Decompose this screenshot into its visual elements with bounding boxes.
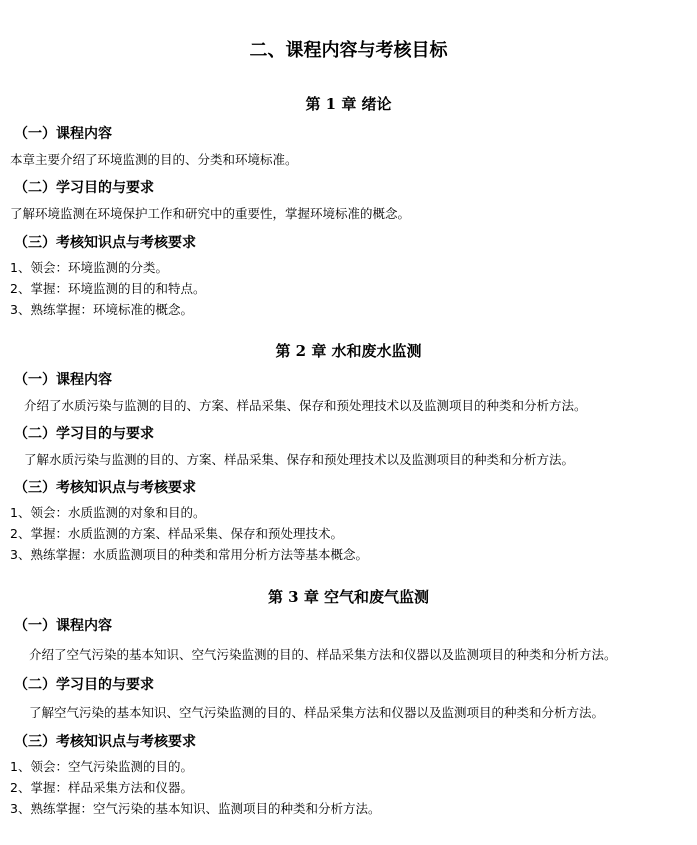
chapter-3-exam-item-1: 1、领会：空气污染监测的目的。 (10, 759, 193, 774)
chapter-3-objective-heading: （二）学习目的与要求 (14, 677, 154, 693)
chapter-1-content-text: 本章主要介绍了环境监测的目的、分类和环境标准。 (10, 152, 298, 167)
chapter-2-exam-heading: （三）考核知识点与考核要求 (14, 480, 196, 496)
chapter-3-exam-item-3: 3、熟练掌握：空气污染的基本知识、监测项目的种类和分析方法。 (10, 801, 381, 816)
chapter-2-exam-item-1: 1、领会：水质监测的对象和目的。 (10, 505, 206, 520)
chapter-1-exam-item-2: 2、掌握：环境监测的目的和特点。 (10, 281, 206, 296)
chapter-1-objective-text: 了解环境监测在环境保护工作和研究中的重要性，掌握环境标准的概念。 (10, 206, 411, 221)
chapter-1-exam-item-1: 1、领会：环境监测的分类。 (10, 260, 168, 275)
chapter-2-exam-item-2: 2、掌握：水质监测的方案、样品采集、保存和预处理技术。 (10, 526, 343, 541)
chapter-2-content-heading: （一）课程内容 (14, 372, 112, 388)
chapter-2-heading: 第 2 章 水和废水监测 (275, 342, 422, 360)
chapter-1-content-heading: （一）课程内容 (14, 126, 112, 142)
chapter-3-content-text: 介绍了空气污染的基本知识、空气污染监测的目的、样品采集方法和仪器以及监测项目的种类和分析方法。 (29, 647, 617, 662)
chapter-3-exam-heading: （三）考核知识点与考核要求 (14, 734, 196, 750)
chapter-2-content-text: 介绍了水质污染与监测的目的、方案、样品采集、保存和预处理技术以及监测项目的种类和分析方法。 (24, 398, 587, 413)
chapter-1-exam-heading: （三）考核知识点与考核要求 (14, 235, 196, 251)
chapter-3-heading: 第 3 章 空气和废气监测 (267, 588, 430, 606)
chapter-2-objective-heading: （二）学习目的与要求 (14, 426, 154, 442)
chapter-1-exam-item-3: 3、熟练掌握：环境标准的概念。 (10, 302, 193, 317)
chapter-2-exam-item-3: 3、熟练掌握：水质监测项目的种类和常用分析方法等基本概念。 (10, 547, 368, 562)
chapter-3-exam-item-2: 2、掌握：样品采集方法和仪器。 (10, 780, 193, 795)
chapter-3-objective-text: 了解空气污染的基本知识、空气污染监测的目的、样品采集方法和仪器以及监测项目的种类和分析方法。 (29, 705, 605, 720)
chapter-3-content-heading: （一）课程内容 (14, 618, 112, 634)
chapter-2-objective-text: 了解水质污染与监测的目的、方案、样品采集、保存和预处理技术以及监测项目的种类和分析方法。 (24, 452, 575, 467)
document-title: 二、课程内容与考核目标 (249, 40, 448, 61)
chapter-1-heading: 第 1 章 绪论 (305, 95, 392, 113)
chapter-1-objective-heading: （二）学习目的与要求 (14, 180, 154, 196)
